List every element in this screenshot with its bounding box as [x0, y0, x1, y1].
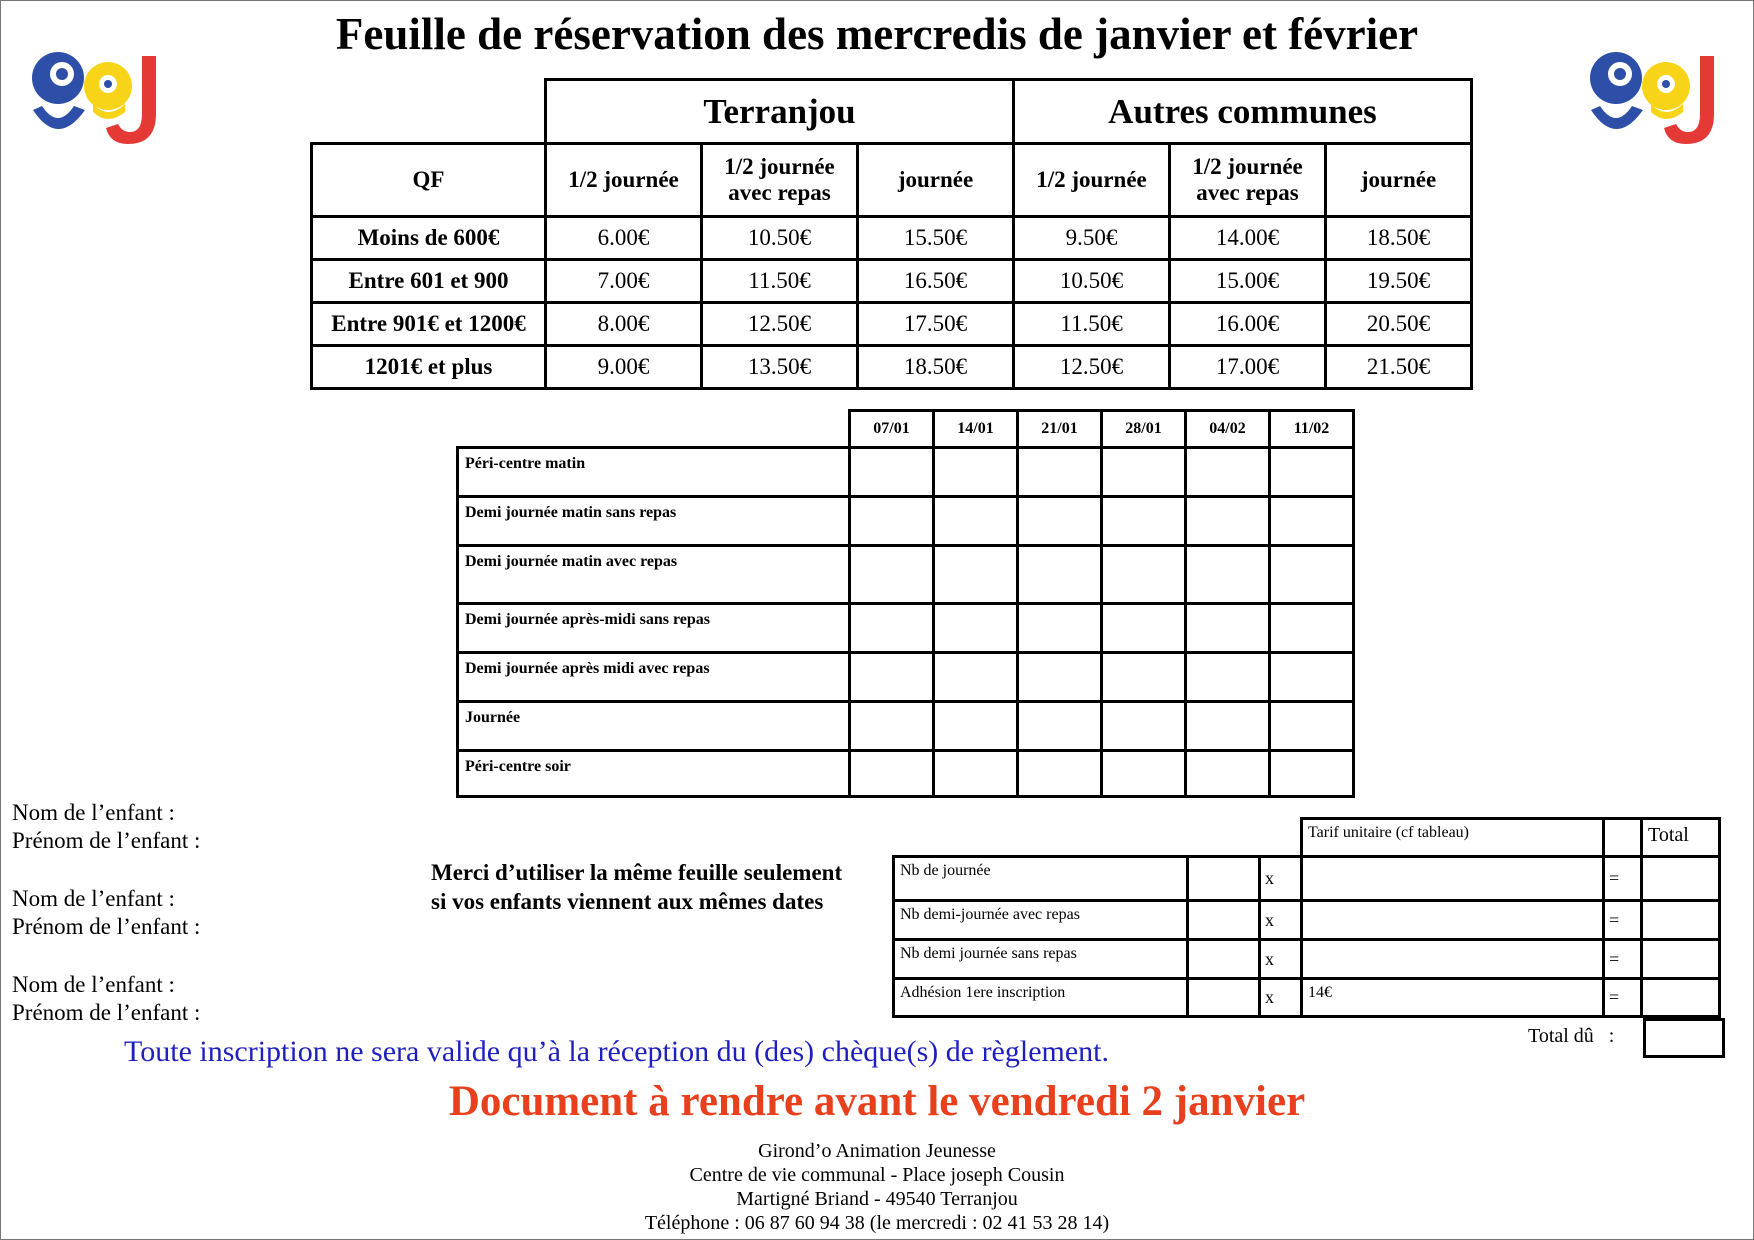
activity-label: Journée	[458, 702, 850, 751]
count-cell[interactable]	[1188, 979, 1260, 1017]
price-cell: 10.50€	[1014, 260, 1170, 303]
checkbox-cell[interactable]	[1102, 702, 1186, 751]
multiply-sign: x	[1260, 857, 1302, 901]
price-cell: 10.50€	[702, 217, 858, 260]
checkbox-cell[interactable]	[1018, 546, 1102, 604]
checkbox-cell[interactable]	[934, 604, 1018, 653]
equals-sign: =	[1604, 979, 1642, 1017]
price-cell: 20.50€	[1326, 303, 1472, 346]
checkbox-cell[interactable]	[850, 653, 934, 702]
child-block-2	[12, 885, 200, 941]
totals-label: Adhésion 1ere inscription	[894, 979, 1188, 1017]
checkbox-cell[interactable]	[1270, 702, 1354, 751]
price-cell: 11.50€	[1014, 303, 1170, 346]
qf-cell: Moins de 600€	[312, 217, 546, 260]
group-header-autres-communes: Autres communes	[1014, 80, 1472, 144]
equals-sign: =	[1604, 857, 1642, 901]
total-cell[interactable]	[1642, 979, 1720, 1017]
price-cell: 7.00€	[546, 260, 702, 303]
count-cell[interactable]	[1188, 857, 1260, 901]
checkbox-cell[interactable]	[850, 702, 934, 751]
column-header: journée	[858, 144, 1014, 217]
date-header: 04/02	[1186, 411, 1270, 448]
child-block-3	[12, 971, 200, 1027]
price-cell: 8.00€	[546, 303, 702, 346]
checkbox-cell[interactable]	[850, 546, 934, 604]
schedule-table	[456, 409, 1355, 798]
checkbox-cell[interactable]	[1102, 448, 1186, 497]
group-header-terranjou: Terranjou	[546, 80, 1014, 144]
checkbox-cell[interactable]	[1102, 497, 1186, 546]
activity-label: Demi journée après midi avec repas	[458, 653, 850, 702]
checkbox-cell[interactable]	[1270, 604, 1354, 653]
total-cell[interactable]	[1642, 901, 1720, 940]
checkbox-cell[interactable]	[1102, 751, 1186, 797]
checkbox-cell[interactable]	[1270, 751, 1354, 797]
child-firstname-field[interactable]: Prénom de l’enfant :	[12, 1000, 201, 1025]
checkbox-cell[interactable]	[934, 497, 1018, 546]
date-header: 21/01	[1018, 411, 1102, 448]
activity-label: Demi journée matin avec repas	[458, 546, 850, 604]
checkbox-cell[interactable]	[934, 751, 1018, 797]
schedule-row	[458, 497, 1354, 546]
checkbox-cell[interactable]	[1186, 751, 1270, 797]
multiply-sign: x	[1260, 979, 1302, 1017]
checkbox-cell[interactable]	[934, 546, 1018, 604]
totals-label: Nb demi journée sans repas	[894, 940, 1188, 979]
activity-label: Péri-centre soir	[458, 751, 850, 797]
checkbox-cell[interactable]	[1270, 546, 1354, 604]
date-header: 14/01	[934, 411, 1018, 448]
checkbox-cell[interactable]	[1018, 448, 1102, 497]
checkbox-cell[interactable]	[934, 702, 1018, 751]
total-cell[interactable]	[1642, 940, 1720, 979]
price-cell: 17.50€	[858, 303, 1014, 346]
count-cell[interactable]	[1188, 940, 1260, 979]
price-row	[312, 217, 1472, 260]
price-cell: 11.50€	[702, 260, 858, 303]
checkbox-cell[interactable]	[1018, 497, 1102, 546]
price-cell: 15.00€	[1170, 260, 1326, 303]
column-header: 1/2 journée	[546, 144, 702, 217]
column-header: journée	[1326, 144, 1472, 217]
price-cell: 9.00€	[546, 346, 702, 389]
count-cell[interactable]	[1188, 901, 1260, 940]
child-firstname-field[interactable]: Prénom de l’enfant :	[12, 828, 201, 853]
checkbox-cell[interactable]	[1186, 604, 1270, 653]
totals-label: Nb de journée	[894, 857, 1188, 901]
checkbox-cell[interactable]	[1186, 497, 1270, 546]
equals-sign: =	[1604, 901, 1642, 940]
price-cell: 18.50€	[1326, 217, 1472, 260]
total-du-label: Total dû :	[1528, 1025, 1615, 1047]
price-cell: 12.50€	[702, 303, 858, 346]
multiply-sign: x	[1260, 940, 1302, 979]
price-cell: 21.50€	[1326, 346, 1472, 389]
schedule-row	[458, 448, 1354, 497]
checkbox-cell[interactable]	[1186, 702, 1270, 751]
date-header: 28/01	[1102, 411, 1186, 448]
checkbox-cell[interactable]	[934, 653, 1018, 702]
qf-cell: 1201€ et plus	[312, 346, 546, 389]
qf-cell: Entre 901€ et 1200€	[312, 303, 546, 346]
checkbox-cell[interactable]	[1270, 653, 1354, 702]
totals-table	[892, 817, 1721, 1018]
total-du-field[interactable]	[1643, 1018, 1725, 1058]
child-block-1	[12, 799, 200, 855]
gaj-logo	[1588, 48, 1728, 148]
checkbox-cell[interactable]	[1018, 604, 1102, 653]
price-cell: 6.00€	[546, 217, 702, 260]
checkbox-cell[interactable]	[1102, 546, 1186, 604]
qf-cell: Entre 601 et 900	[312, 260, 546, 303]
schedule-row	[458, 546, 1354, 604]
tarif-cell[interactable]: 14€	[1302, 979, 1604, 1017]
gaj-logo	[30, 48, 170, 148]
checkbox-cell[interactable]	[1018, 653, 1102, 702]
checkbox-cell[interactable]	[850, 751, 934, 797]
price-cell: 15.50€	[858, 217, 1014, 260]
price-table	[310, 78, 1473, 390]
price-cell: 13.50€	[702, 346, 858, 389]
multiply-sign: x	[1260, 901, 1302, 940]
price-cell: 14.00€	[1170, 217, 1326, 260]
price-cell: 9.50€	[1014, 217, 1170, 260]
tarif-header: Tarif unitaire (cf tableau)	[1302, 819, 1604, 857]
qf-header: QF	[312, 144, 546, 217]
child-firstname-field[interactable]: Prénom de l’enfant :	[12, 914, 201, 939]
price-row	[312, 260, 1472, 303]
column-header: 1/2 journée	[1014, 144, 1170, 217]
totals-row	[894, 979, 1720, 1017]
checkbox-cell[interactable]	[1270, 497, 1354, 546]
checkbox-cell[interactable]	[850, 448, 934, 497]
activity-label: Demi journée après-midi sans repas	[458, 604, 850, 653]
child-name-field[interactable]: Nom de l’enfant :	[12, 886, 175, 911]
footer-address	[0, 1139, 1754, 1235]
totals-row	[894, 857, 1720, 901]
checkbox-cell[interactable]	[850, 497, 934, 546]
checkbox-cell[interactable]	[850, 604, 934, 653]
price-cell: 16.50€	[858, 260, 1014, 303]
page-title: Feuille de réservation des mercredis de janvier et février	[335, 9, 1419, 59]
checkbox-cell[interactable]	[934, 448, 1018, 497]
date-header: 07/01	[850, 411, 934, 448]
footer-line: Centre de vie communal - Place joseph Cousin	[689, 1164, 1065, 1186]
price-cell: 18.50€	[858, 346, 1014, 389]
equals-sign: =	[1604, 940, 1642, 979]
price-row	[312, 303, 1472, 346]
checkbox-cell[interactable]	[1102, 604, 1186, 653]
footer-line: Girond’o Animation Jeunesse	[758, 1140, 996, 1162]
activity-label: Demi journée matin sans repas	[458, 497, 850, 546]
price-cell: 19.50€	[1326, 260, 1472, 303]
checkbox-cell[interactable]	[1186, 653, 1270, 702]
checkbox-cell[interactable]	[1018, 702, 1102, 751]
deadline-banner: Document à rendre avant le vendredi 2 janvier	[448, 1078, 1306, 1125]
total-header: Total	[1642, 819, 1720, 857]
tarif-cell[interactable]	[1302, 940, 1604, 979]
column-header: 1/2 journée avec repas	[702, 144, 858, 217]
schedule-row	[458, 653, 1354, 702]
checkbox-cell[interactable]	[1102, 653, 1186, 702]
totals-label: Nb demi-journée avec repas	[894, 901, 1188, 940]
totals-row	[894, 940, 1720, 979]
tarif-cell[interactable]	[1302, 857, 1604, 901]
totals-row	[894, 901, 1720, 940]
same-sheet-note: Merci d’utiliser la même feuille seulement si vos enfants viennent aux mêmes dates	[431, 860, 843, 914]
date-header: 11/02	[1270, 411, 1354, 448]
column-header: 1/2 journée avec repas	[1170, 144, 1326, 217]
total-cell[interactable]	[1642, 857, 1720, 901]
checkbox-cell[interactable]	[1186, 448, 1270, 497]
footer-line: Martigné Briand - 49540 Terranjou	[736, 1188, 1018, 1210]
child-name-field[interactable]: Nom de l’enfant :	[12, 800, 175, 825]
price-cell: 16.00€	[1170, 303, 1326, 346]
tarif-cell[interactable]	[1302, 901, 1604, 940]
checkbox-cell[interactable]	[1018, 751, 1102, 797]
child-name-field[interactable]: Nom de l’enfant :	[12, 972, 175, 997]
footer-line: Téléphone : 06 87 60 94 38 (le mercredi : 02 41 53 28 14)	[644, 1212, 1110, 1234]
checkbox-cell[interactable]	[1270, 448, 1354, 497]
price-cell: 12.50€	[1014, 346, 1170, 389]
schedule-row	[458, 604, 1354, 653]
price-cell: 17.00€	[1170, 346, 1326, 389]
schedule-row	[458, 702, 1354, 751]
validity-notice: Toute inscription ne sera valide qu’à la réception du (des) chèque(s) de règlement.	[124, 1035, 1110, 1068]
price-row	[312, 346, 1472, 389]
schedule-row	[458, 751, 1354, 797]
activity-label: Péri-centre matin	[458, 448, 850, 497]
checkbox-cell[interactable]	[1186, 546, 1270, 604]
